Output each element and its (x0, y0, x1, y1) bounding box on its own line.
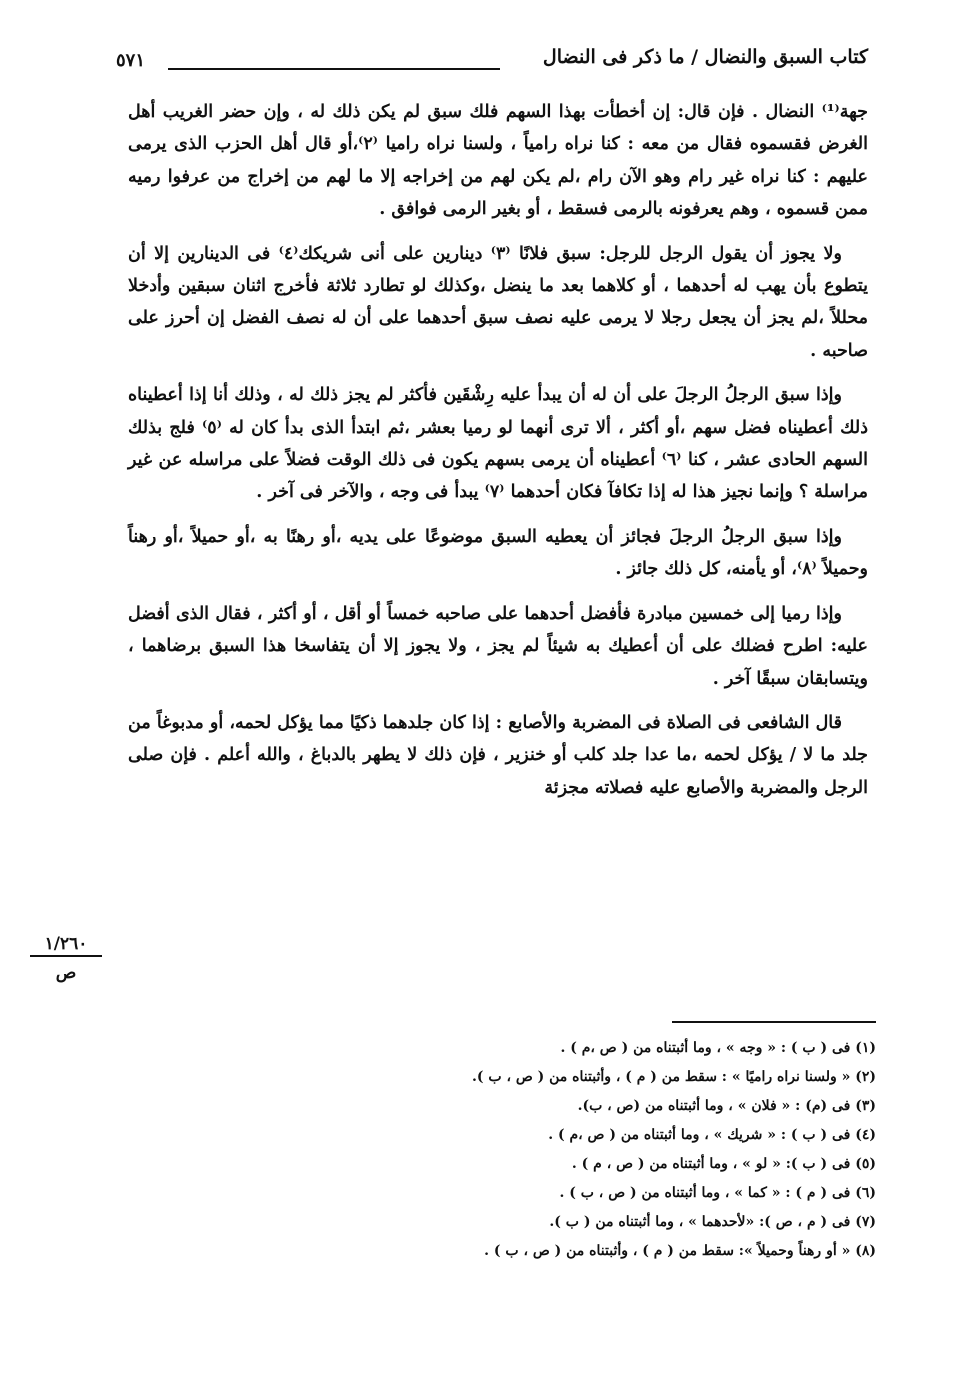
manuscript-siglum: ص (55, 963, 77, 983)
footnote: (٤) فى ( ب ) : « شريك » ، وما أثبتناه من ( ص ،م ) . (548, 1127, 876, 1143)
footnote: (٨) « أو رهناً وحميلاً »: سقط من ( م ) ، وأثبتناه من ( ص ، ب ) . (484, 1243, 876, 1259)
margin-note (30, 934, 102, 983)
paragraph: وإذا سبق الرجلُ الرجلَ على أن له أن يبدأ عليه رِشْقَين فأكثر لم يجز ذلك له ، وذلك أنا إذا أعطيناه ذلك أعطيناه فضل سهم ،أو أكثر ، ألا ترى أنهما لو رميا بعشر ،ثم ابتدأ الذى بدأ كان له ⁽٥⁾ فلج بذلك السهم الحادى عشر ، كنا ⁽٦⁾ أعطيناه أن يرمى بسهم يكون فى ذلك الوقت فضلاً على مراسله عن غير مراسلة ؟ وإنما نجيز هذا له إذا تكافآ فكان أحدهما ⁽٧⁾ يبدأ فى وجه ، والآخر فى آخر . (128, 385, 868, 503)
main-text (128, 96, 868, 816)
running-title: كتاب السبق والنضال / ما ذكر فى النضال (542, 46, 868, 68)
page-number: ٥٧١ (116, 50, 146, 71)
footnote: (٦) فى ( م ) : « كما » ، وما أثبتناه من ( ص ، ب ) . (559, 1185, 876, 1201)
page-header (116, 42, 868, 82)
footnote: (٢) « ولسنا نراه راميًا » : سقط من ( م ) ، وأثبتناه من ( ص ، ب ). (472, 1069, 876, 1085)
header-rule (168, 68, 500, 70)
manuscript-page-ref: ١/٢٦٠ (30, 934, 102, 957)
paragraph: جهة⁽¹⁾ النضال . فإن قال: إن أخطأت بهذا السهم فلك سبق لم يكن ذلك له ، وإن حضر الغريب أهل الغرض فقسموه فقال من معه : كنا نراه رامياً ، ولسنا نراه راميا ⁽٢⁾،أو قال أهل الحزب الذى يرمى عليهم : كنا نراه غير رام وهو الآن رام ،لم يكن لهم من إخراجه إلا ما لهم من إخراج من عرفوا رميه ممن قسموه ، وهم يعرفونه بالرمى فسقط ، أو بغير الرمى فوافق . (128, 102, 869, 220)
paragraph: ولا يجوز أن يقول الرجل للرجل: سبق فلانًا ⁽٣⁾ دينارين على أنى شريكك⁽٤⁾ فى الدينارين إلا أن يتطوع بأن يهب له أحدهما ، أو كلاهما بعد ما ينضل ،وكذلك لو تطارد ثلاثة فأخرج اثنان سبقين وأدخلا محللاً ،لم يجز أن يجعل رجلا لا يرمى عليه نصف سبق أحدهما على أن له نصف الفضل إن أحرز على صاحبه . (128, 243, 868, 361)
paragraph: وإذا رميا إلى خمسين مبادرة فأفضل أحدهما على صاحبه خمساً أو أقل ، أو أكثر ، فقال الذى أفضل عليه: اطرح فضلك على أن أعطيك به شيئاً لم يجز ، ولا يجوز إلا أن يتفاسخا هذا السبق برضاهما ، ويتسابقان سبقًا آخر . (128, 603, 868, 689)
footnote: (٣) فى (م) : « فلان » ، وما أثبتناه من (ص ، ب). (577, 1098, 876, 1114)
footnote: (١) فى ( ب ) : « وجه » ، وما أثبتناه من ( ص ،م ) . (560, 1040, 876, 1056)
footnote: (٥) فى ( ب ): « لو » ، وما أثبتناه من ( ص ، م ) . (571, 1156, 876, 1172)
paragraph: قال الشافعى فى الصلاة فى المضربة والأصابع : إذا كان جلدهما ذكيًا مما يؤكل لحمه، أو مدبوغاً من جلد ما لا / يؤكل لحمه ،ما عدا جلد كلب أو خنزير ، فإن ذلك لا يطهر بالدباغ ، والله أعلم . فإن صلى الرجل والمضربة والأصابع عليه فصلاته مجزئة (128, 712, 868, 798)
footnote: (٧) فى ( م ، ص ): «لأحدهما » ، وما أثبتناه من ( ب ). (549, 1214, 876, 1230)
paragraph: وإذا سبق الرجلُ الرجلَ فجائز أن يعطيه السبق موضوعًا على يديه ،أو رهنًا به ،أو حميلاً ،أو رهناً وحميلاً ⁽٨⁾، أو يأمنه، كل ذلك جائز . (128, 526, 868, 580)
footnotes (300, 1034, 876, 1266)
footnote-rule (672, 1021, 876, 1023)
